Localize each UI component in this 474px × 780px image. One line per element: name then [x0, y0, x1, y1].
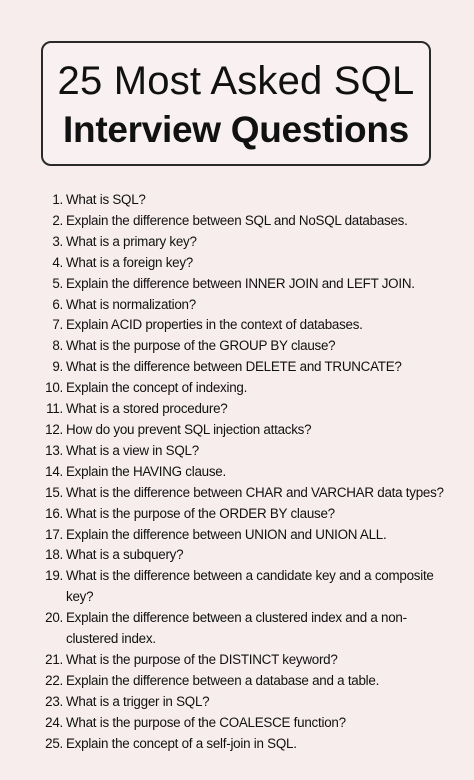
question-item [0, 357, 474, 378]
title-line-1: 25 Most Asked SQL [57, 59, 415, 103]
question-number: 10. [45, 380, 63, 396]
question-number: 9. [52, 359, 63, 375]
question-item [0, 336, 474, 357]
question-number: 3. [52, 233, 63, 249]
question-text: What is the purpose of the DISTINCT keyword? [66, 651, 338, 667]
question-text: What is the purpose of the COALESCE function? [66, 714, 346, 730]
question-number: 18. [45, 547, 63, 563]
question-text: What is a trigger in SQL? [66, 693, 210, 709]
question-text: Explain the concept of indexing. [66, 380, 248, 396]
title-line-2: Interview Questions [63, 109, 409, 150]
question-text: Explain the HAVING clause. [66, 463, 226, 479]
question-number: 4. [52, 254, 63, 270]
question-number: 19. [45, 568, 63, 584]
question-item [0, 274, 474, 295]
question-number: 7. [52, 317, 63, 333]
question-number: 25. [45, 735, 63, 751]
question-item [0, 315, 474, 336]
question-number: 21. [45, 651, 63, 667]
question-number: 1. [52, 192, 63, 207]
question-text: Explain the difference between SQL and NoSQL databases. [66, 212, 408, 228]
question-text: What is the difference between a candidate key and a composite key? [66, 568, 434, 605]
question-number: 12. [45, 421, 63, 437]
question-item [0, 190, 474, 211]
question-item [0, 734, 474, 755]
question-item [0, 211, 474, 232]
question-number: 20. [45, 610, 63, 626]
question-text: What is a stored procedure? [66, 401, 228, 417]
question-item [0, 420, 474, 441]
question-text: Explain the difference between INNER JOIN and LEFT JOIN. [66, 275, 415, 291]
question-item [0, 525, 474, 546]
question-text: Explain the difference between a database and a table. [66, 672, 380, 688]
question-text: Explain ACID properties in the context of databases. [66, 317, 363, 333]
question-item [0, 650, 474, 671]
title-box [41, 41, 431, 166]
question-number: 13. [45, 442, 63, 458]
question-item [0, 566, 474, 608]
question-text: Explain the concept of a self-join in SQL. [66, 735, 297, 751]
question-text: What is a primary key? [66, 233, 197, 249]
question-item [0, 462, 474, 483]
question-text: What is normalization? [66, 296, 196, 312]
question-item [0, 253, 474, 274]
question-item [0, 232, 474, 253]
question-number: 8. [52, 338, 63, 354]
question-item [0, 545, 474, 566]
question-text: Explain the difference between UNION and UNION ALL. [66, 526, 387, 542]
question-text: What is the purpose of the ORDER BY clause? [66, 505, 335, 521]
question-item [0, 441, 474, 462]
question-number: 6. [52, 296, 63, 312]
question-text: What is the difference between DELETE and TRUNCATE? [66, 359, 402, 375]
question-text: What is the difference between CHAR and VARCHAR data types? [66, 484, 444, 500]
question-number: 2. [52, 212, 63, 228]
question-text: What is a view in SQL? [66, 442, 199, 458]
question-number: 24. [45, 714, 63, 730]
question-number: 23. [45, 693, 63, 709]
question-text: What is the purpose of the GROUP BY clause? [66, 338, 336, 354]
question-number: 17. [45, 526, 63, 542]
question-item [0, 483, 474, 504]
question-number: 11. [46, 401, 63, 417]
question-item [0, 399, 474, 420]
question-item [0, 504, 474, 525]
question-item [0, 671, 474, 692]
question-item [0, 295, 474, 316]
question-number: 22. [45, 672, 63, 688]
question-number: 5. [52, 275, 63, 291]
question-list [0, 190, 474, 754]
question-number: 14. [45, 463, 63, 479]
question-item [0, 608, 474, 650]
question-text: Explain the difference between a clustered index and a non-clustered index. [66, 610, 407, 647]
question-text: How do you prevent SQL injection attacks? [66, 421, 312, 437]
question-text: What is a foreign key? [66, 254, 193, 270]
question-number: 16. [45, 505, 63, 521]
question-text: What is SQL? [66, 192, 146, 207]
question-item [0, 378, 474, 399]
question-item [0, 713, 474, 734]
question-text: What is a subquery? [66, 547, 184, 563]
question-number: 15. [45, 484, 63, 500]
question-item [0, 692, 474, 713]
